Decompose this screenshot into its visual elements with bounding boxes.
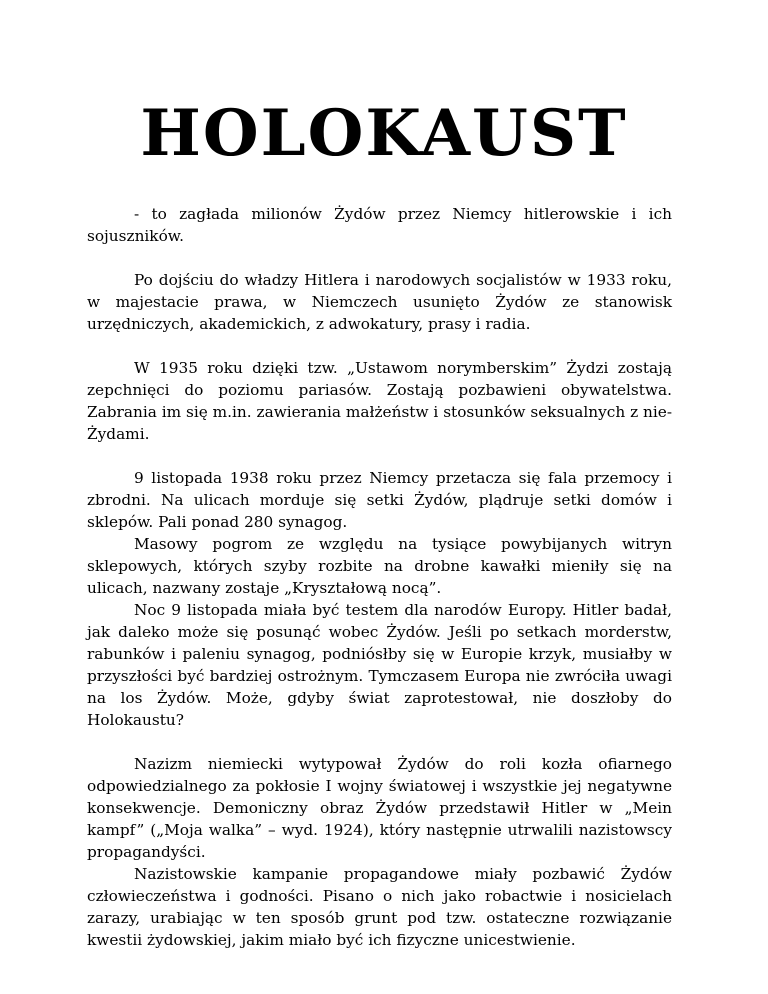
paragraph-1933: Po dojściu do władzy Hitlera i narodowych socjalistów w 1933 roku, w majestacie prawa, w Niemczech usunięto Żydów ze stanowisk urzędniczych, akademickich, z adwokatury, prasy i radia.	[87, 271, 672, 333]
document-title: HOLOKAUST	[140, 96, 628, 171]
paragraph-definition: - to zagłada milionów Żydów przez Niemcy hitlerowskie i ich sojuszników.	[87, 205, 672, 245]
paragraph-scapegoat: Nazizm niemiecki wytypował Żydów do roli kozła ofiarnego odpowiedzialnego za pokłosie I wojny światowej i wszystkie jej negatywne konsekwencje. Demoniczny obraz Żydów przedstawił Hitler w „Mein kampf” („Moja walka” – wyd. 1924), który następnie utrwalili nazistowscy propagandyści.	[87, 755, 672, 861]
document-body	[87, 203, 672, 951]
paragraph-propaganda: Nazistowskie kampanie propagandowe miały pozbawić Żydów człowieczeństwa i godności. Pisano o nich jako robactwie i nosicielach zarazy, urabiając w ten sposób grunt pod tzw. ostateczne rozwiązanie kwestii żydowskiej, jakim miało być ich fizyczne unicestwienie.	[87, 865, 672, 949]
paragraph-1938-violence: 9 listopada 1938 roku przez Niemcy przetacza się fala przemocy i zbrodni. Na ulicach morduje się setki Żydów, plądruje setki domów i sklepów. Pali ponad 280 synagog.	[87, 469, 672, 531]
paragraph-1935: W 1935 roku dzięki tzw. „Ustawom norymberskim” Żydzi zostają zepchnięci do poziomu pariasów. Zostają pozbawieni obywatelstwa. Zabrania im się m.in. zawierania małżeństw i stosunków seksualnych z nie-Żydami.	[87, 359, 672, 443]
paragraph-kristallnacht: Masowy pogrom ze względu na tysiące powybijanych witryn sklepowych, których szyby rozbite na drobne kawałki mieniły się na ulicach, nazwany zostaje „Kryształową nocą”.	[87, 535, 672, 597]
paragraph-test-for-europe: Noc 9 listopada miała być testem dla narodów Europy. Hitler badał, jak daleko może się posunąć wobec Żydów. Jeśli po setkach morderstw, rabunków i paleniu synagog, podniósłby się w Europie krzyk, musiałby w przyszłości być bardziej ostrożnym. Tymczasem Europa nie zwróciła uwagi na los Żydów. Może, gdyby świat zaprotestował, nie doszłoby do Holokaustu?	[87, 601, 672, 729]
